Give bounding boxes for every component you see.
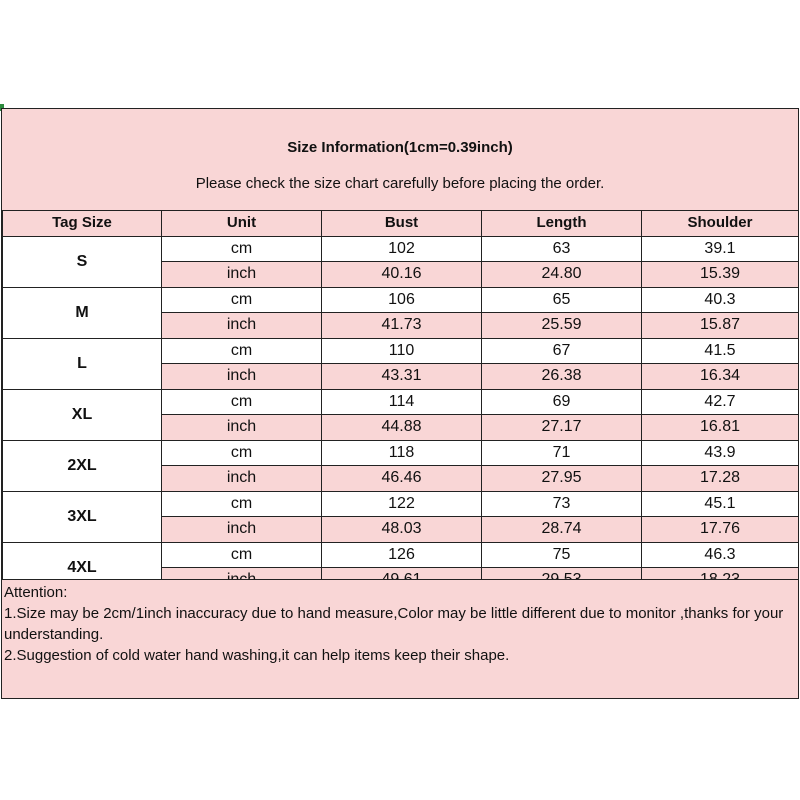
table-cell: 43.9: [642, 440, 799, 466]
table-cell: 43.31: [322, 364, 482, 390]
table-cell: 15.39: [642, 262, 799, 288]
table-cell: cm: [162, 440, 322, 466]
table-cell: 48.03: [322, 517, 482, 543]
table-cell: 63: [482, 236, 642, 262]
table-cell: 110: [322, 338, 482, 364]
table-cell: cm: [162, 491, 322, 517]
column-header: Length: [482, 211, 642, 237]
tag-size-cell: M: [3, 287, 162, 338]
chart-header: [2, 109, 798, 211]
table-cell: 41.73: [322, 313, 482, 339]
tag-size-cell: 3XL: [3, 491, 162, 542]
attention-line-2: 2.Suggestion of cold water hand washing,it can help items keep their shape.: [4, 647, 510, 664]
table-cell: 16.81: [642, 415, 799, 441]
column-header: Unit: [162, 211, 322, 237]
table-cell: 102: [322, 236, 482, 262]
table-cell: 28.74: [482, 517, 642, 543]
table-cell: 17.28: [642, 466, 799, 492]
table-cell: cm: [162, 389, 322, 415]
table-cell: 41.5: [642, 338, 799, 364]
attention-notes: [2, 579, 798, 698]
table-cell: 24.80: [482, 262, 642, 288]
chart-title: Size Information(1cm=0.39inch): [287, 139, 513, 156]
table-cell: 42.7: [642, 389, 799, 415]
tag-size-cell: 2XL: [3, 440, 162, 491]
table-cell: 25.59: [482, 313, 642, 339]
table-cell: 118: [322, 440, 482, 466]
size-table: [2, 210, 799, 594]
tag-size-cell: S: [3, 236, 162, 287]
chart-subtitle: Please check the size chart carefully before placing the order.: [195, 175, 605, 192]
table-cell: 73: [482, 491, 642, 517]
table-cell: cm: [162, 338, 322, 364]
table-cell: 27.95: [482, 466, 642, 492]
table-cell: 17.76: [642, 517, 799, 543]
table-row: [3, 491, 799, 517]
table-row: [3, 236, 799, 262]
table-cell: 71: [482, 440, 642, 466]
table-cell: 39.1: [642, 236, 799, 262]
table-cell: 27.17: [482, 415, 642, 441]
table-cell: inch: [162, 313, 322, 339]
table-row: [3, 389, 799, 415]
table-cell: cm: [162, 287, 322, 313]
table-cell: inch: [162, 466, 322, 492]
table-cell: 26.38: [482, 364, 642, 390]
tag-size-cell: 4XL: [3, 542, 162, 593]
table-cell: 106: [322, 287, 482, 313]
table-cell: 69: [482, 389, 642, 415]
table-cell: 15.87: [642, 313, 799, 339]
table-cell: 44.88: [322, 415, 482, 441]
table-row: [3, 287, 799, 313]
table-cell: 40.3: [642, 287, 799, 313]
column-header: Bust: [322, 211, 482, 237]
table-cell: 45.1: [642, 491, 799, 517]
table-cell: 46.46: [322, 466, 482, 492]
table-cell: 122: [322, 491, 482, 517]
attention-heading: Attention:: [4, 584, 68, 601]
table-cell: inch: [162, 415, 322, 441]
column-header: Shoulder: [642, 211, 799, 237]
table-cell: inch: [162, 517, 322, 543]
table-cell: 67: [482, 338, 642, 364]
table-row: [3, 542, 799, 568]
table-cell: 114: [322, 389, 482, 415]
table-cell: 75: [482, 542, 642, 568]
column-header: Tag Size: [3, 211, 162, 237]
table-cell: inch: [162, 364, 322, 390]
tag-size-cell: XL: [3, 389, 162, 440]
table-cell: 46.3: [642, 542, 799, 568]
table-cell: 126: [322, 542, 482, 568]
table-cell: 16.34: [642, 364, 799, 390]
table-cell: cm: [162, 236, 322, 262]
table-cell: inch: [162, 262, 322, 288]
tag-size-cell: L: [3, 338, 162, 389]
attention-line-1: 1.Size may be 2cm/1inch inaccuracy due to hand measure,Color may be little different due to monitor ,thanks for your understanding.: [4, 605, 784, 643]
table-header-row: [3, 211, 799, 237]
table-cell: 40.16: [322, 262, 482, 288]
table-cell: 65: [482, 287, 642, 313]
size-chart: [1, 108, 799, 699]
table-cell: cm: [162, 542, 322, 568]
table-row: [3, 338, 799, 364]
table-row: [3, 440, 799, 466]
